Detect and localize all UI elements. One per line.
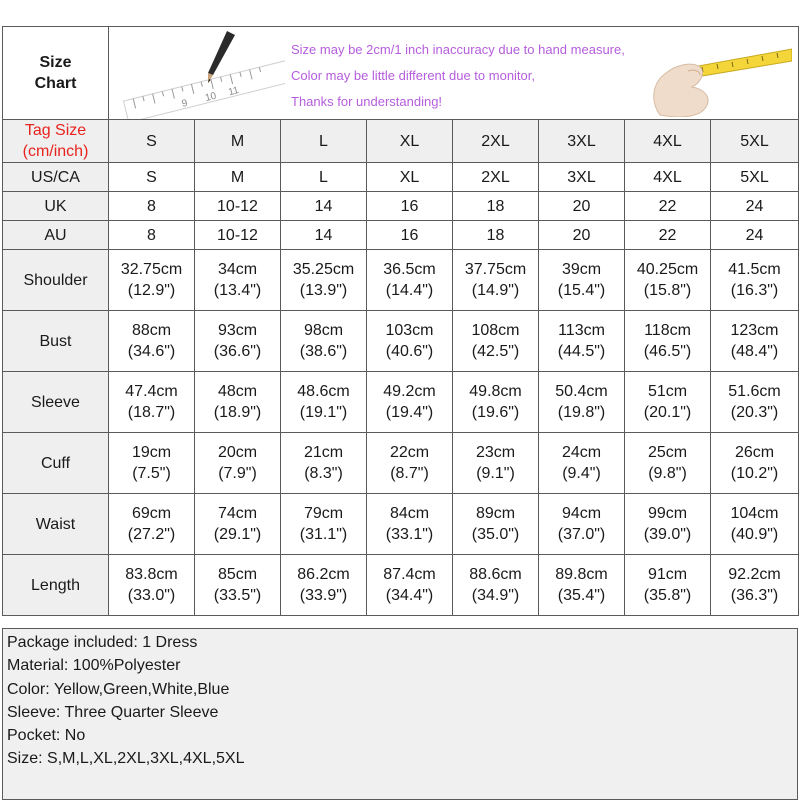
inch-value: (8.3") <box>304 465 343 482</box>
cm-value: 36.5cm <box>383 261 436 278</box>
size-cell: 14 <box>281 221 367 250</box>
inch-value: (19.8") <box>557 404 606 421</box>
cm-value: 86.2cm <box>297 566 350 583</box>
inch-value: (10.2") <box>730 465 779 482</box>
note-line: Color may be little different due to monitor, <box>291 68 535 83</box>
inch-value: (33.5") <box>213 587 262 604</box>
cm-value: 51.6cm <box>728 383 781 400</box>
size-cell: 10-12 <box>195 221 281 250</box>
cm-value: 22cm <box>389 444 430 461</box>
inch-value: (9.1") <box>476 465 515 482</box>
cm-value: 50.4cm <box>555 383 608 400</box>
cm-value: 99cm <box>647 505 688 522</box>
measurement-cell <box>453 372 539 433</box>
cm-value: 103cm <box>385 322 434 339</box>
inch-value: (40.9") <box>730 526 779 543</box>
note-line: Size may be 2cm/1 inch inaccuracy due to hand measure, <box>291 42 625 57</box>
inch-value: (9.8") <box>648 465 687 482</box>
inch-value: (39.0") <box>643 526 692 543</box>
row-label: Sleeve <box>3 372 109 433</box>
cm-value: 51cm <box>647 383 688 400</box>
cm-value: 25cm <box>647 444 688 461</box>
inch-value: (44.5") <box>557 343 606 360</box>
cm-value: 35.25cm <box>292 261 355 278</box>
measurement-cell <box>109 555 195 616</box>
ruler-number: 10 <box>204 90 218 105</box>
row-label: UK <box>3 192 109 221</box>
cm-value: 92.2cm <box>728 566 781 583</box>
inch-value: (33.0") <box>127 587 176 604</box>
size-cell: 18 <box>453 221 539 250</box>
tag-size-cell: S <box>109 120 195 163</box>
measurement-cell <box>711 250 799 311</box>
inch-value: (19.4") <box>385 404 434 421</box>
measurement-cell <box>367 250 453 311</box>
product-details-box <box>2 628 798 800</box>
cm-value: 69cm <box>131 505 172 522</box>
inch-value: (18.9") <box>213 404 262 421</box>
measurement-cell <box>281 311 367 372</box>
measurement-cell <box>195 555 281 616</box>
ruler-number: 11 <box>227 85 241 99</box>
measurement-cell <box>539 372 625 433</box>
inch-value: (12.9") <box>127 282 176 299</box>
cm-value: 123cm <box>730 322 779 339</box>
measurement-cell <box>625 555 711 616</box>
measurement-cell <box>109 494 195 555</box>
cm-value: 21cm <box>303 444 344 461</box>
cm-value: 85cm <box>217 566 258 583</box>
tag-size-row <box>3 120 799 163</box>
tag-size-cell: 4XL <box>625 120 711 163</box>
row-label: Cuff <box>3 433 109 494</box>
measurement-cell <box>109 372 195 433</box>
note-line: Thanks for understanding! <box>291 94 443 109</box>
measurement-cell <box>625 311 711 372</box>
size-cell: M <box>195 163 281 192</box>
cm-value: 23cm <box>475 444 516 461</box>
measurement-cell <box>453 433 539 494</box>
inch-value: (7.5") <box>132 465 171 482</box>
measurement-cell <box>195 494 281 555</box>
tag-size-cell: L <box>281 120 367 163</box>
measurement-cell <box>453 555 539 616</box>
measurement-cell <box>711 494 799 555</box>
measurement-cell <box>711 372 799 433</box>
measurement-cell <box>281 494 367 555</box>
cm-value: 118cm <box>644 322 691 339</box>
measurement-cell <box>281 433 367 494</box>
measurement-cell <box>367 311 453 372</box>
tag-size-label-line-1: Tag Size <box>24 122 87 139</box>
cm-value: 88cm <box>131 322 172 339</box>
size-cell: 24 <box>711 221 799 250</box>
cm-value: 79cm <box>303 505 344 522</box>
detail-line: Pocket: No <box>7 727 86 745</box>
row-label: Bust <box>3 311 109 372</box>
inch-value: (33.1") <box>385 526 434 543</box>
cm-value: 98cm <box>303 322 344 339</box>
title-line-2: Chart <box>34 75 77 92</box>
cm-value: 41.5cm <box>728 261 781 278</box>
inch-value: (40.6") <box>385 343 434 360</box>
measurement-cell <box>625 433 711 494</box>
size-cell: S <box>109 163 195 192</box>
ruler-number: 9 <box>180 97 189 110</box>
inch-value: (19.6") <box>471 404 520 421</box>
size-conversion-row <box>3 163 799 192</box>
measurement-cell <box>539 250 625 311</box>
measurement-cell <box>195 433 281 494</box>
measurement-cell <box>195 311 281 372</box>
measurement-cell <box>625 494 711 555</box>
measurement-cell <box>539 494 625 555</box>
measurement-cell <box>711 311 799 372</box>
measurement-cell <box>711 555 799 616</box>
inch-value: (31.1") <box>299 526 348 543</box>
inch-value: (46.5") <box>643 343 692 360</box>
measurement-cell <box>453 250 539 311</box>
cm-value: 49.2cm <box>383 383 436 400</box>
inch-value: (33.9") <box>299 587 348 604</box>
size-conversion-row <box>3 192 799 221</box>
measurement-banner <box>109 27 799 120</box>
cm-value: 93cm <box>217 322 258 339</box>
cm-value: 87.4cm <box>383 566 436 583</box>
inch-value: (35.0") <box>471 526 520 543</box>
measurement-cell <box>367 555 453 616</box>
tag-size-label <box>3 120 109 163</box>
inch-value: (27.2") <box>127 526 176 543</box>
detail-line: Color: Yellow,Green,White,Blue <box>7 680 230 698</box>
inch-value: (29.1") <box>213 526 262 543</box>
product-details-list <box>3 629 797 771</box>
cm-value: 20cm <box>217 444 258 461</box>
inch-value: (15.8") <box>643 282 692 299</box>
cm-value: 89cm <box>475 505 516 522</box>
inch-value: (34.6") <box>127 343 176 360</box>
cm-value: 74cm <box>217 505 258 522</box>
inch-value: (15.4") <box>557 282 606 299</box>
inch-value: (38.6") <box>299 343 348 360</box>
size-cell: 16 <box>367 221 453 250</box>
detail-line: Package included: 1 Dress <box>7 634 198 651</box>
inch-value: (13.9") <box>299 282 348 299</box>
cm-value: 89.8cm <box>555 566 608 583</box>
measurement-cell <box>109 250 195 311</box>
cm-value: 19cm <box>131 444 172 461</box>
measurement-cell <box>367 372 453 433</box>
size-cell: 14 <box>281 192 367 221</box>
cm-value: 32.75cm <box>120 261 183 278</box>
tag-size-cell: M <box>195 120 281 163</box>
size-cell: 20 <box>539 192 625 221</box>
measurement-cell <box>109 311 195 372</box>
inch-value: (16.3") <box>730 282 779 299</box>
cm-value: 88.6cm <box>469 566 522 583</box>
inch-value: (35.8") <box>643 587 692 604</box>
size-cell: L <box>281 163 367 192</box>
row-label: Shoulder <box>3 250 109 311</box>
measurement-row <box>3 250 799 311</box>
cm-value: 24cm <box>561 444 602 461</box>
cm-value: 40.25cm <box>636 261 699 278</box>
cm-value: 83.8cm <box>125 566 178 583</box>
cm-value: 47.4cm <box>125 383 178 400</box>
measurement-cell <box>195 250 281 311</box>
cm-value: 34cm <box>217 261 258 278</box>
measurement-cell <box>539 433 625 494</box>
row-label: Waist <box>3 494 109 555</box>
ruler-pencil-illustration <box>115 29 285 119</box>
cm-value: 48cm <box>217 383 258 400</box>
measurement-cell <box>281 250 367 311</box>
inch-value: (34.9") <box>471 587 520 604</box>
measurement-row <box>3 555 799 616</box>
inch-value: (14.4") <box>385 282 434 299</box>
measurement-row <box>3 372 799 433</box>
measurement-cell <box>625 250 711 311</box>
size-chart <box>2 26 798 616</box>
measurement-cell <box>453 311 539 372</box>
inch-value: (9.4") <box>562 465 601 482</box>
inch-value: (37.0") <box>557 526 606 543</box>
row-label: AU <box>3 221 109 250</box>
cm-value: 37.75cm <box>464 261 527 278</box>
measurement-cell <box>625 372 711 433</box>
measurement-row <box>3 311 799 372</box>
tag-size-cell: 2XL <box>453 120 539 163</box>
measurement-row <box>3 433 799 494</box>
size-cell: 2XL <box>453 163 539 192</box>
tag-size-cell: 5XL <box>711 120 799 163</box>
measurement-row <box>3 494 799 555</box>
tape-measure-hand-illustration <box>642 31 792 117</box>
size-cell: 22 <box>625 221 711 250</box>
inch-value: (34.4") <box>385 587 434 604</box>
inch-value: (35.4") <box>557 587 606 604</box>
inch-value: (13.4") <box>213 282 262 299</box>
row-label: US/CA <box>3 163 109 192</box>
cm-value: 84cm <box>389 505 430 522</box>
measurement-cell <box>109 433 195 494</box>
row-label: Length <box>3 555 109 616</box>
measurement-cell <box>195 372 281 433</box>
cm-value: 113cm <box>558 322 605 339</box>
measurement-cell <box>539 555 625 616</box>
cm-value: 104cm <box>730 505 779 522</box>
measurement-cell <box>281 372 367 433</box>
tag-size-label-line-2: (cm/inch) <box>22 143 89 160</box>
title-line-1: Size <box>39 54 72 71</box>
size-conversion-row <box>3 221 799 250</box>
detail-line: Material: 100%Polyester <box>7 657 181 675</box>
measurement-cell <box>453 494 539 555</box>
measurement-cell <box>367 494 453 555</box>
size-cell: 24 <box>711 192 799 221</box>
size-chart-title <box>3 27 109 120</box>
measurement-cell <box>367 433 453 494</box>
size-table <box>2 26 799 616</box>
cm-value: 48.6cm <box>297 383 350 400</box>
cm-value: 91cm <box>647 566 688 583</box>
inch-value: (19.1") <box>299 404 348 421</box>
size-cell: 22 <box>625 192 711 221</box>
detail-line: Size: S,M,L,XL,2XL,3XL,4XL,5XL <box>7 750 245 768</box>
inch-value: (18.7") <box>127 404 176 421</box>
inch-value: (48.4") <box>730 343 779 360</box>
inch-value: (20.1") <box>643 404 692 421</box>
measurement-notes <box>291 37 625 115</box>
cm-value: 49.8cm <box>469 383 522 400</box>
inch-value: (20.3") <box>730 404 779 421</box>
cm-value: 108cm <box>471 322 520 339</box>
size-cell: 20 <box>539 221 625 250</box>
cm-value: 94cm <box>561 505 602 522</box>
header-row <box>3 27 799 120</box>
size-cell: 16 <box>367 192 453 221</box>
inch-value: (8.7") <box>390 465 429 482</box>
size-cell: 4XL <box>625 163 711 192</box>
cm-value: 39cm <box>561 261 602 278</box>
inch-value: (42.5") <box>471 343 520 360</box>
inch-value: (7.9") <box>218 465 257 482</box>
measurement-cell <box>539 311 625 372</box>
size-cell: 10-12 <box>195 192 281 221</box>
size-cell: 8 <box>109 221 195 250</box>
size-cell: 3XL <box>539 163 625 192</box>
size-cell: 8 <box>109 192 195 221</box>
detail-line: Sleeve: Three Quarter Sleeve <box>7 703 219 721</box>
hand-icon <box>654 64 708 117</box>
measurement-cell <box>281 555 367 616</box>
cm-value: 26cm <box>734 444 775 461</box>
tag-size-cell: 3XL <box>539 120 625 163</box>
measurement-cell <box>711 433 799 494</box>
inch-value: (36.3") <box>730 587 779 604</box>
inch-value: (36.6") <box>213 343 262 360</box>
inch-value: (14.9") <box>471 282 520 299</box>
tag-size-cell: XL <box>367 120 453 163</box>
size-cell: 5XL <box>711 163 799 192</box>
size-cell: XL <box>367 163 453 192</box>
size-cell: 18 <box>453 192 539 221</box>
